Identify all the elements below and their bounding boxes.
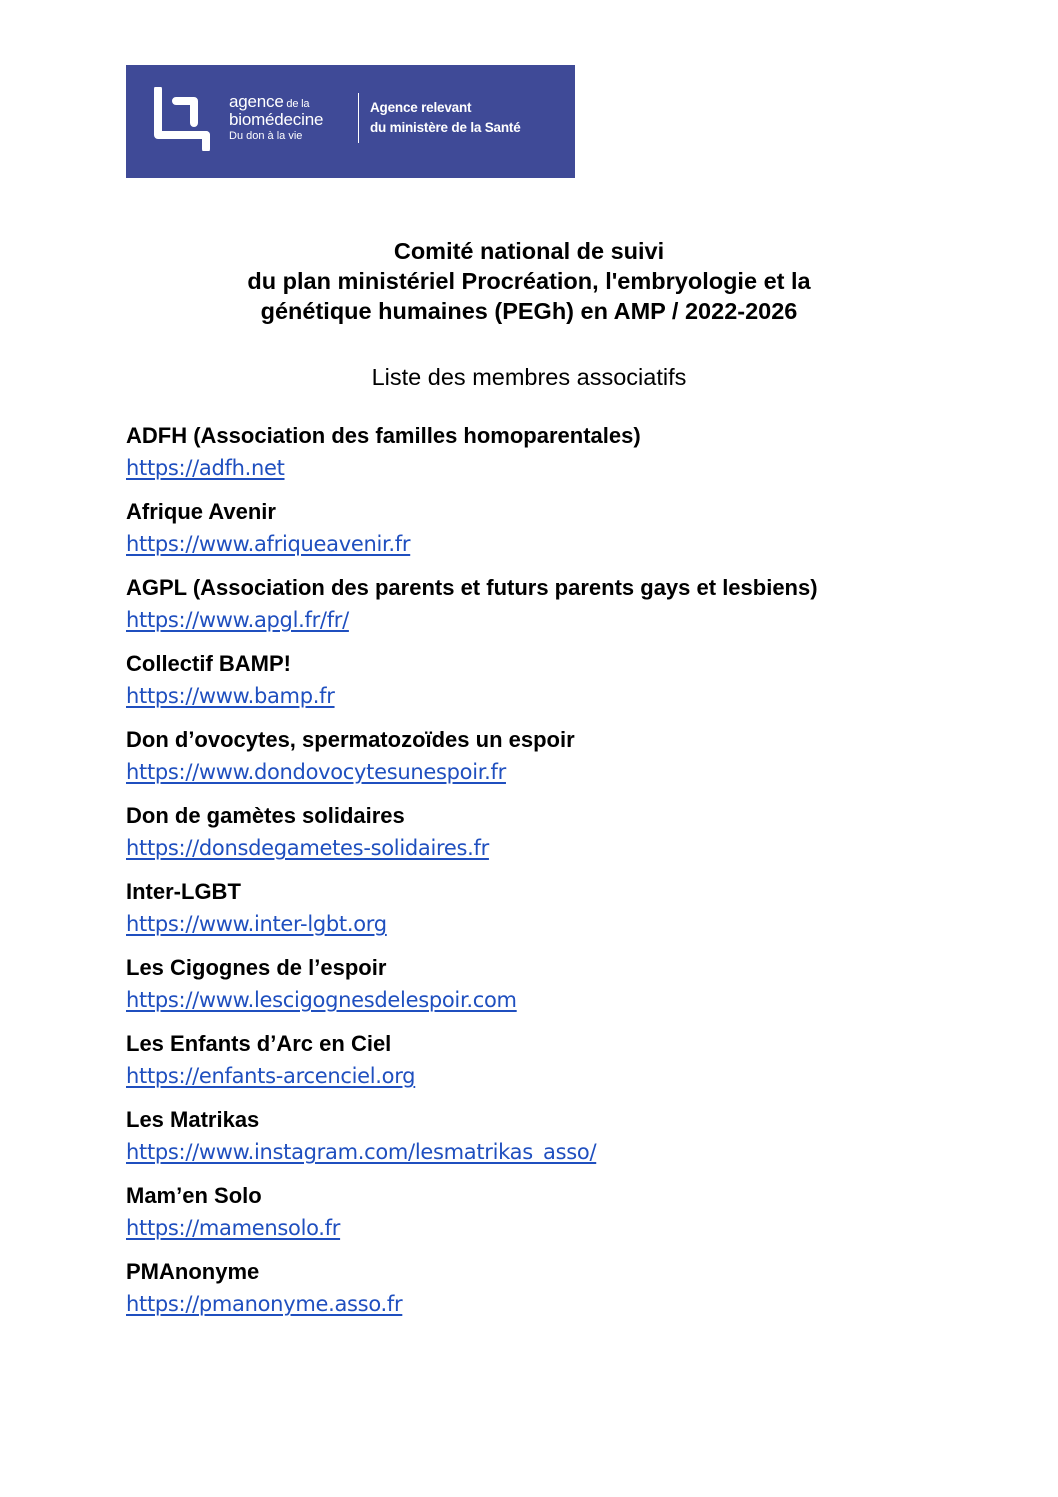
list-item — [126, 1104, 1026, 1180]
list-item — [126, 800, 1026, 876]
member-name: Les Cigognes de l’espoir — [126, 955, 387, 980]
member-name: AGPL (Association des parents et futurs parents gays et lesbiens) — [126, 575, 818, 600]
list-item — [126, 420, 1026, 496]
logo-line2: biomédecine — [229, 110, 324, 129]
agency-logo-wordmark — [229, 93, 323, 142]
list-item — [126, 496, 1026, 572]
member-name: Don de gamètes solidaires — [126, 803, 405, 828]
list-item — [126, 952, 1026, 1028]
logo-ministry-text — [370, 98, 521, 138]
member-link[interactable]: https://www.bamp.fr — [126, 684, 335, 708]
list-item — [126, 648, 1026, 724]
member-link[interactable]: https://www.instagram.com/lesmatrikas_asso/ — [126, 1140, 597, 1164]
logo-line1-main: agence — [229, 92, 284, 111]
logo-relevant-line2: du ministère de la Santé — [370, 120, 521, 135]
document-subtitle: Liste des membres associatifs — [371, 364, 687, 390]
member-name: Collectif BAMP! — [126, 651, 291, 676]
member-link[interactable]: https://adfh.net — [126, 456, 285, 480]
document-title — [0, 236, 1058, 326]
members-list — [126, 420, 1026, 1332]
member-link[interactable]: https://www.inter-lgbt.org — [126, 912, 387, 936]
list-item — [126, 876, 1026, 952]
logo-divider — [358, 93, 359, 143]
logo-line1-small: de la — [283, 98, 310, 110]
member-link[interactable]: https://mamensolo.fr — [126, 1216, 341, 1240]
member-name: PMAnonyme — [126, 1259, 260, 1284]
title-line1: Comité national de suivi — [393, 238, 665, 264]
list-item — [126, 572, 1026, 648]
member-link[interactable]: https://www.dondovocytesunespoir.fr — [126, 760, 506, 784]
member-name: Don d’ovocytes, spermatozoïdes un espoir — [126, 727, 575, 752]
member-name: Mam’en Solo — [126, 1183, 262, 1208]
member-name: Inter-LGBT — [126, 879, 241, 904]
agency-logo-icon — [154, 87, 218, 151]
member-link[interactable]: https://pmanonyme.asso.fr — [126, 1292, 403, 1316]
title-line3: génétique humaines (PEGh) en AMP / 2022-2026 — [260, 298, 798, 324]
member-link[interactable]: https://enfants-arcenciel.org — [126, 1064, 416, 1088]
member-name: Les Enfants d’Arc en Ciel — [126, 1031, 392, 1056]
member-link[interactable]: https://donsdegametes-solidaires.fr — [126, 836, 489, 860]
list-item — [126, 1256, 1026, 1332]
member-name: Afrique Avenir — [126, 499, 276, 524]
member-link[interactable]: https://www.afriqueavenir.fr — [126, 532, 411, 556]
agency-logo-banner — [126, 65, 575, 178]
member-name: Les Matrikas — [126, 1107, 260, 1132]
list-item — [126, 1028, 1026, 1104]
list-item — [126, 1180, 1026, 1256]
logo-tagline: Du don à la vie — [229, 130, 303, 142]
member-name: ADFH (Association des familles homoparentales) — [126, 423, 641, 448]
title-line2: du plan ministériel Procréation, l'embryologie et la — [247, 268, 811, 294]
logo-relevant-line1: Agence relevant — [370, 100, 472, 115]
list-item — [126, 724, 1026, 800]
member-link[interactable]: https://www.lescigognesdelespoir.com — [126, 988, 517, 1012]
member-link[interactable]: https://www.apgl.fr/fr/ — [126, 608, 349, 632]
